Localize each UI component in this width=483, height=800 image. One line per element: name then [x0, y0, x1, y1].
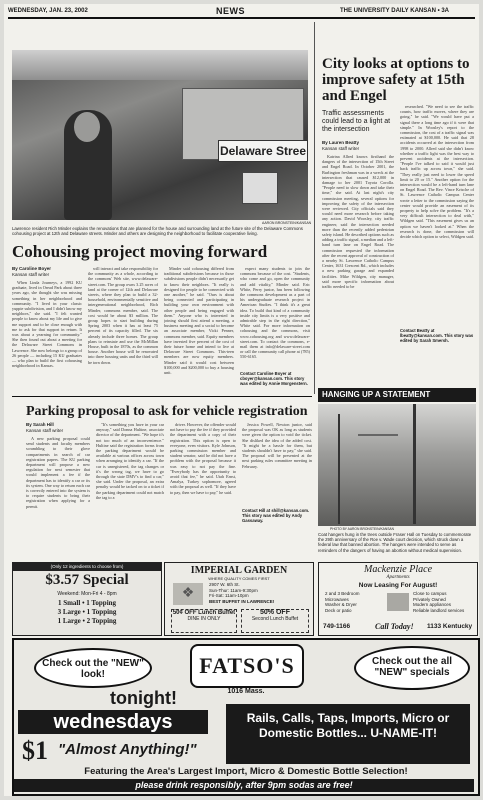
story2-byline: By Lauren Beatty	[322, 140, 360, 145]
feature: Reliable landlord services	[413, 607, 465, 613]
parking-headline: Parking proposal to ask for vehicle registration	[26, 404, 308, 419]
ad357-header: (Only 12 ingredients to choose from)	[13, 563, 161, 571]
header-rule	[8, 17, 475, 19]
section-name: NEWS	[216, 6, 245, 16]
tree-trunk	[413, 404, 416, 524]
photo-sky	[12, 50, 308, 80]
issue-date: WEDNESDAY, JAN. 23, 2002	[8, 8, 88, 14]
story2-text-2: researched. "We need to see the traffic counts, how traffic moves, where they are going," he said. "We would have put a signal there a long time ago if it were that simple." In Woosley's report to the commission, the cost of a traffic signal was estimated at $100,000. He said that 28 accidents occurred at the intersection from 1998 to 2000. Allred said she didn't know whether a traffic light was the best way to prevent accidents at the intersection. "People I've talked to said it would just back traffic up across town," she said. "They really just need to lower the speed limit to 20 or 15." Another option for the intersection would be a left-hand turn lane on Engel Road. The Rev. Vince Krische of St. Lawrence Catholic Campus Center wrote a letter to the commission saying the center would provide an easement of its property to help solve the problem. "It's a very difficult intersection to deal with," Wildgen said. "This easement gives us an option we haven't looked at." When the research is done, the commission will decide which option to select, Wildgen said.	[400, 104, 474, 240]
mackenzie-features-right	[413, 591, 475, 613]
street-sign: Delaware Stree	[218, 140, 308, 162]
story4-column-4	[242, 422, 312, 506]
paper-name: THE UNIVERSITY DAILY KANSAN • 3A	[340, 8, 450, 14]
story1-text-3: Minder said cohousing differed from traditional subdivisions because in those subdivisions people didn't necessarily get to know their neighbors. "It really is designed for people to be connected with one another," he said. "Ours is about being connected and participating in building your own environment with other people and being engaged with them." Anyone who is interested in joining should first attend a meeting, a business meeting and a social to become an associate member, Vicki Penner, commons member, said. Equity members have invested five percent of the cost of their future home and intend to live at Delaware Street Commons. This-teen members are now equity members. Minder said it would cost between $100,000 and $200,000 to buy a housing unit.	[164, 266, 234, 376]
story4-text-2: "It's something you have in your car anyway," said Donna Hultine, associate director of the department. "We hope it's not too much of an inconvenience." Hultine said the registration forms from the parking department would be available at various offices across town when arranging to identify a car. "If the car is unregistered, the tag changes or it's the wrong tag, we have to go through the state DMV's to find a car," she said. Under the proposal, an extra penalty would be tacked on to a ticket if the parking department could not match the tag to a	[96, 422, 164, 500]
imperial-info	[209, 582, 309, 604]
cohousing-photo	[12, 50, 308, 220]
safety-deck: Traffic assessments could lead to a light at the intersection	[322, 110, 391, 133]
fatsos-left-bubble: Check out the "NEW" look!	[34, 648, 152, 688]
story4-column-2	[96, 422, 164, 522]
mackenzie-name: Mackenzie Place	[363, 564, 433, 575]
story4-rule	[12, 396, 312, 397]
mackenzie-features-left	[325, 591, 385, 613]
hanging-banner: HANGING UP A STATEMENT	[318, 388, 476, 402]
coupon1-note: DINE IN ONLY	[187, 616, 221, 622]
story1-text-2: will interact and take responsibility for the community as a whole, according to the commons' Web site, www.delaware-street.com. The group owns 3.25 acres of land at the corner of 12th and Delaware streets, where they plan to build a 32-household, environmentally sensitive and intergenerational neighborhood, Rich Minder, commons member, said. The cost would be about $3 million. The group hopes to start building during Spring 2003 when it has at least 75 percent of its capacity filled. The six already include three homes. The group plans to reinstate and use the McMillan House, built in the 1870s, as the common house. Another house will be renovated into three housing units and the third will be torn down.	[88, 266, 158, 365]
imperial-emblem: ❖	[173, 583, 203, 605]
fatsos-address: 1016 Mass.	[227, 688, 265, 695]
coupon2-title: 50% OFF	[260, 609, 290, 616]
feature: Microwaves	[325, 596, 349, 602]
ad-mackenzie-place	[318, 562, 478, 636]
story1-byline: By Caroline Boyer	[12, 266, 52, 271]
mackenzie-phone: 749-1166	[323, 623, 351, 630]
tree-branch	[358, 434, 398, 466]
story4-byline: By Sarah Hill	[26, 422, 54, 427]
mackenzie-tagline: Call Today!	[375, 622, 414, 631]
imperial-line3: Fri-Sat: 11am-10pm	[209, 593, 249, 598]
feature: Privately Owned	[413, 596, 446, 602]
story1-contact: Contact Caroline Boyer at cboyer@kansan.com. This story was edited by Annie Morgenstern.	[240, 371, 308, 386]
imperial-name: IMPERIAL GARDEN	[190, 565, 288, 576]
fatsos-featuring: Featuring the Area's Largest Import, Micro & Domestic Bottle Selection!	[84, 766, 408, 777]
coupon2-note: Second Lunch Buffet	[251, 616, 299, 622]
story4-column-3	[170, 422, 236, 522]
feature: Washer & Dryer	[325, 602, 357, 607]
feature: Modern appliances	[413, 602, 452, 607]
tree-trunk	[338, 414, 340, 524]
feature: Deck or patio	[325, 607, 352, 613]
story4-contact: Contact Hill at shill@kansan.com. This story was edited by Andy Gassaway.	[242, 508, 310, 523]
story2-column-2	[400, 104, 474, 326]
ad357-line3: 3 Large • 1 Topping	[57, 608, 117, 616]
feature: Close to campus	[413, 591, 447, 596]
feature: 2 and 3 Bedroom	[325, 591, 360, 596]
ad357-line4: 1 Large • 2 Topping	[57, 617, 117, 625]
ad-357-special	[12, 562, 162, 636]
imperial-tag: WHERE QUALITY COMES FIRST	[208, 576, 270, 581]
safety-headline: City looks at options to improve safety at 15th and Engel	[322, 56, 470, 104]
story2-role: Kansan staff writer	[322, 146, 360, 151]
story1-text-1: When Linda Journeys, a 1992 KU graduate, lived in Oread Park about three years ago, she thought she was missing something in her neighborhood and community. "I lived in your classic yuppie subdivision, and I didn't know my neighbors," she said. "I felt wanted people to know about my life and to give me support and to be close enough with me to ask for that support in return. It was about a yearning for community." She then found out about a meeting for the Delaware Street Commons in Lawrence. She now belongs to a group of 26 people — including 15 KU graduates — who plan to build the first cohousing neighborhood in Kansas.	[12, 280, 82, 369]
fatsos-right-text: Rails, Calls, Taps, Imports, Micro or Domestic Bottles... U-NAME-IT!	[226, 704, 470, 764]
photo-small-sign	[242, 172, 278, 204]
ad-fatsos	[12, 638, 480, 796]
hangers-photo	[318, 404, 476, 526]
fatsos-price: $1	[22, 736, 48, 765]
fatsos-footer: please drink responsibly, after 9pm sodas are free!	[14, 779, 474, 792]
story4-role: Kansan staff writer	[26, 428, 64, 433]
ad357-line2: 1 Small • 1 Topping	[57, 599, 117, 607]
story2-text-1: Katrina Allred knows firsthand the dangers of the intersection of 15th Street and Engel Road. In October 2001, the Burlington freshman was in a wreck at the intersection that caused $12,000 in damage to her 2001 Toyota Corolla. "People need to slow down and take their time," she said. At last night's city commission meeting, several options for improving the safety of the intersection were reviewed. City officials said they would need more research before taking any action. David Woosley, city traffic engineer, said the intersection needed more than the recently added pedestrian safety island. He described options such as adding a traffic signal, a median and a left-hand turn lane on Engel Road. The commission requested the information after the recent approval of construction of a nearby St. Lawrence Catholic Campus Center, 1631 Crescent Rd., which includes a new parking garage and expanded facilities. Mike Wildgen, city manager, said more specific information about traffic needed to be	[322, 154, 394, 290]
story2-column-1	[322, 154, 394, 344]
mackenzie-leasing: Now Leasing For August!	[358, 582, 438, 589]
story1-role: Kansan staff writer	[12, 272, 50, 277]
imperial-line2: Sun-Thur: 11am-9:30pm	[209, 587, 258, 593]
imperial-line1: 2907 W. 6th St.	[209, 582, 240, 587]
hangers-credit: PHOTO BY AARON BRONSTEIN/KANSAN	[330, 527, 394, 531]
mackenzie-building-icon	[387, 593, 409, 611]
imperial-coupon-1	[171, 609, 237, 633]
mackenzie-sub: Apartments	[386, 575, 410, 580]
ad357-line1: Weekend: Mon-Fri 4 - 8pm	[57, 591, 117, 597]
story1-column-2	[88, 266, 158, 384]
column-divider	[314, 22, 315, 394]
ad357-big: $3.57 Special	[45, 572, 129, 588]
story1-column-1	[12, 280, 82, 384]
mackenzie-address: 1133 Kentucky	[427, 623, 473, 630]
story1-text-4: expect many students to join the commons because of the cost. "Students, who come and go, open the community and add vitality," Minder said. Eric White, Perry junior, has been following the commons development as a part of his undergraduate research project in American Studies. "I think it's a great idea. To build that kind of a community inside city limits is a very positive and admirable step in the right direction," White said. For more information on cohousing and the commons, visit www.cohousing.org and www.delaware-street.com. To contact the commons, e-mail them at info@delaware-street.com or call the community call phone at (785) 550-6165.	[240, 266, 310, 360]
imperial-coupon-2	[241, 609, 309, 633]
story4-column-1	[26, 436, 90, 522]
imperial-line4: BEST BUFFET IN LAWRENCE!	[209, 598, 275, 604]
fatsos-price-text: "Almost Anything!"	[58, 741, 197, 758]
story4-text-3: driver. However, the offender would not have to pay the fee if they provided the department with a copy of their registration. This option is open to everyone, even visitors. Kyle Johnson, parking commission member and student senator, said he did not have a problem with the proposal because it was easy to not pay the fine. "Everybody has the opportunity to avoid that fee," he said. Utah Ernst, Amalya, Turkey sophomore, agreed with the proposal as well. "If they have to pay, then we have to pay," he said.	[170, 422, 236, 495]
fatsos-logo: FATSO'S	[190, 644, 304, 688]
cohousing-headline: Cohousing project moving forward	[12, 242, 268, 261]
story1-column-4	[240, 266, 310, 370]
coupon1-title: 50¢ OFF Lunch Buffet	[172, 610, 236, 616]
story2-contact: Contact Beatty at lbeatty@kansan.com. This story was edited by Sarah Smersh.	[400, 328, 474, 343]
photo-credit: AARON BRONSTEIN/KANSAN	[262, 221, 312, 225]
fatsos-right-bubble: Check out the all "NEW" specials	[354, 646, 470, 690]
fatsos-tonight: tonight!	[110, 688, 177, 708]
story4-text-1: A new parking proposal could send students and faculty members scrambling to their glove compartments in search of car registration papers. The KU parking department will propose a new regulation for next semester that would implement a fee if the department has to identify a car or its its system. One way to return each car is correctly entered into the system is to require students to bring their registration when applying for a permit.	[26, 436, 90, 509]
story4-text-4: Jessica Powell, Newton junior, said the proposal was OK as long as students were given the option to void the ticket. She disliked the idea of the added cost. "It might be a hassle for them, but students shouldn't have to pay," she said. The proposal will be presented at the next parking rules committee meeting in February.	[242, 422, 312, 469]
photo-caption: Lawrence resident Rich Minder explains the renovations that are planned for the house and surrounding land at the future site of the Delaware Commons cohousing project at 12th and Delaware streets. Minder and others are designing the neighborhood to facilitate cooperative living.	[12, 226, 303, 237]
story1-column-3	[164, 266, 234, 384]
fatsos-day: wednesdays	[18, 710, 208, 734]
ad-imperial-garden	[164, 562, 314, 636]
photo-person-head	[74, 112, 100, 142]
hangers-caption: Coat hangers hung in the trees outside Fraser Hall on Tuesday to commemorate the 29th anniversary of the Roe v. Wade court decision, which struck down a federal law that banned abortion. The hangers were intended to serve as reminders of the dangers of having an abortion without medical supervision.	[318, 532, 472, 553]
